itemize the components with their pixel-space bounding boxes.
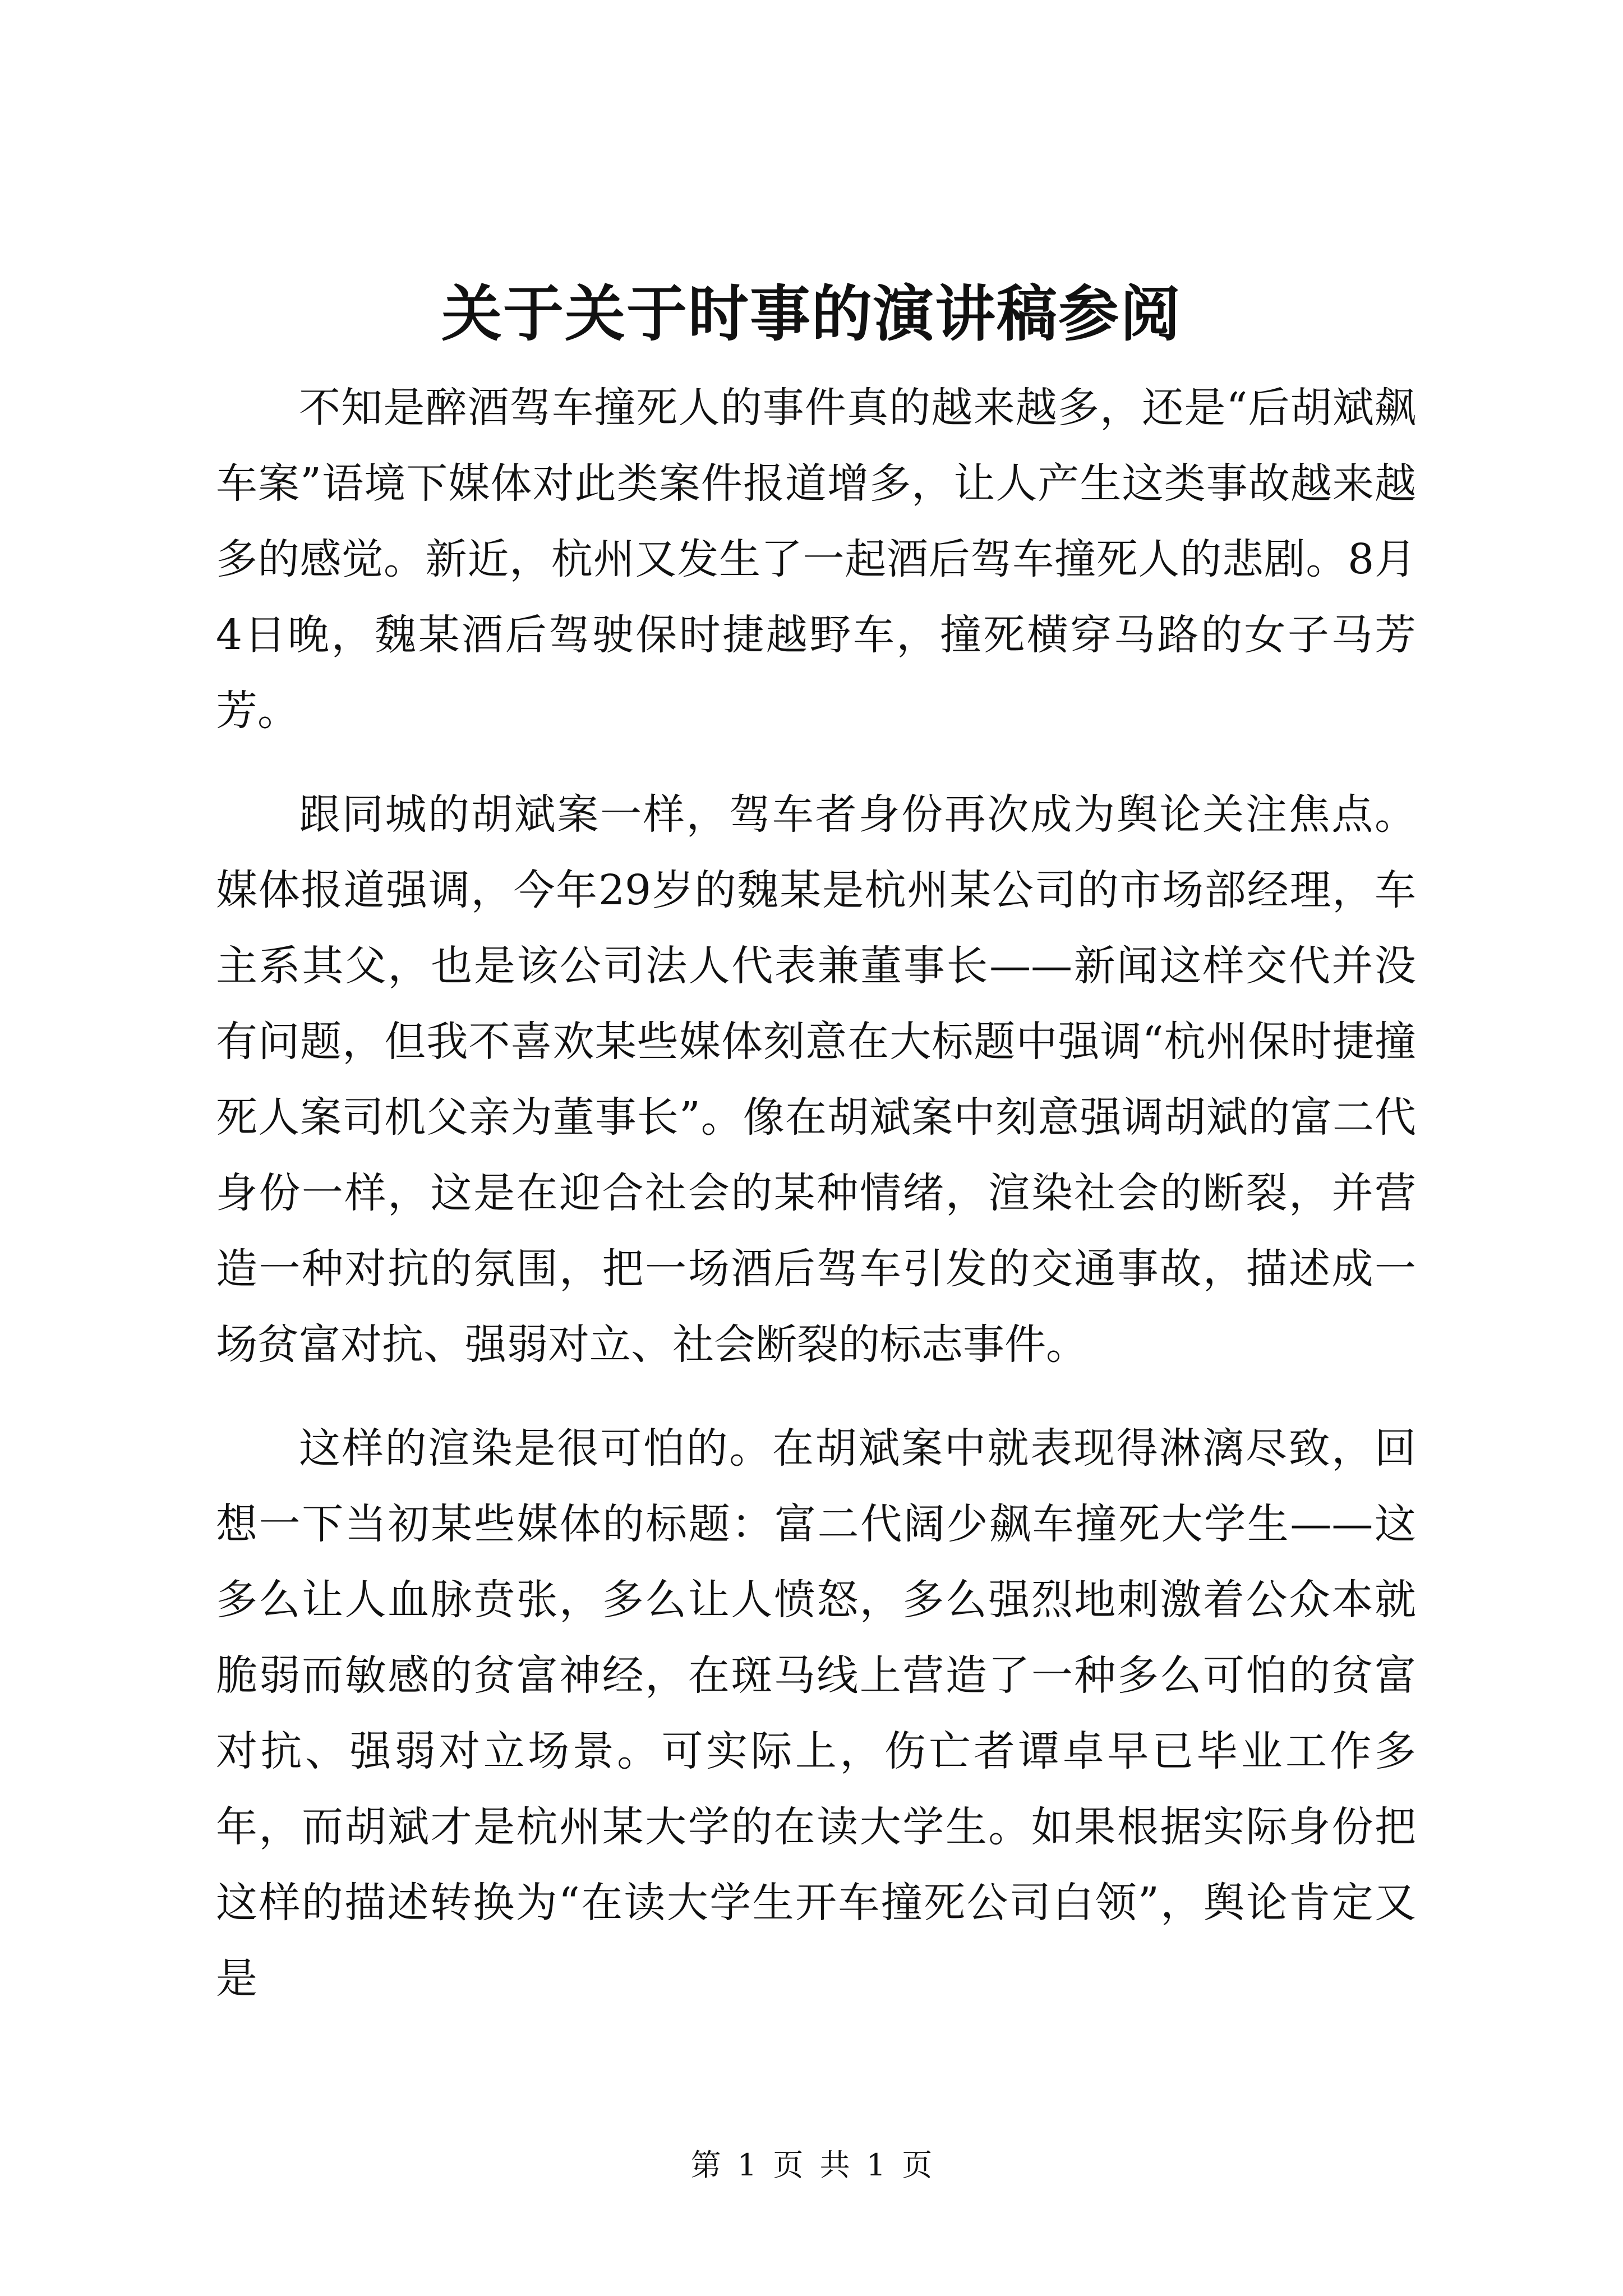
- page-footer: 第 1 页 共 1 页: [690, 2147, 933, 2183]
- document-title: 关于关于时事的演讲稿参阅: [441, 279, 1182, 349]
- paragraph: 跟同城的胡斌案一样，驾车者身份再次成为舆论关注焦点。媒体报道强调，今年29岁的魏某是杭州某公司的市场部经理，车主系其父，也是该公司法人代表兼董事长——新闻这样交代并没有问题，但我不喜欢某些媒体刻意在大标题中强调“杭州保时捷撞死人案司机父亲为董事长”。像在胡斌案中刻意强调胡斌的富二代身份一样，这是在迎合社会的某种情绪，渲染社会的断裂，并营造一种对抗的氛围，把一场酒后驾车引发的交通事故，描述成一场贫富对抗、强弱对立、社会断裂的标志事件。: [216, 790, 1416, 1369]
- paragraph: 这样的渲染是很可怕的。在胡斌案中就表现得淋漓尽致，回想一下当初某些媒体的标题：富二代阔少飙车撞死大学生——这多么让人血脉贲张，多么让人愤怒，多么强烈地刺激着公众本就脆弱而敏感的贫富神经，在斑马线上营造了一种多么可怕的贫富对抗、强弱对立场景。可实际上，伤亡者谭卓早已毕业工作多年，而胡斌才是杭州某大学的在读大学生。如果根据实际身份把这样的描述转换为“在读大学生开车撞死公司白领”，舆论肯定又是: [216, 1424, 1416, 2003]
- paragraph: 不知是醉酒驾车撞死人的事件真的越来越多，还是“后胡斌飙车案”语境下媒体对此类案件报道增多，让人产生这类事故越来越多的感觉。新近，杭州又发生了一起酒后驾车撞死人的悲剧。8月4日晚，魏某酒后驾驶保时捷越野车，撞死横穿马路的女子马芳芳。: [216, 384, 1416, 735]
- document-body: [216, 370, 1416, 2045]
